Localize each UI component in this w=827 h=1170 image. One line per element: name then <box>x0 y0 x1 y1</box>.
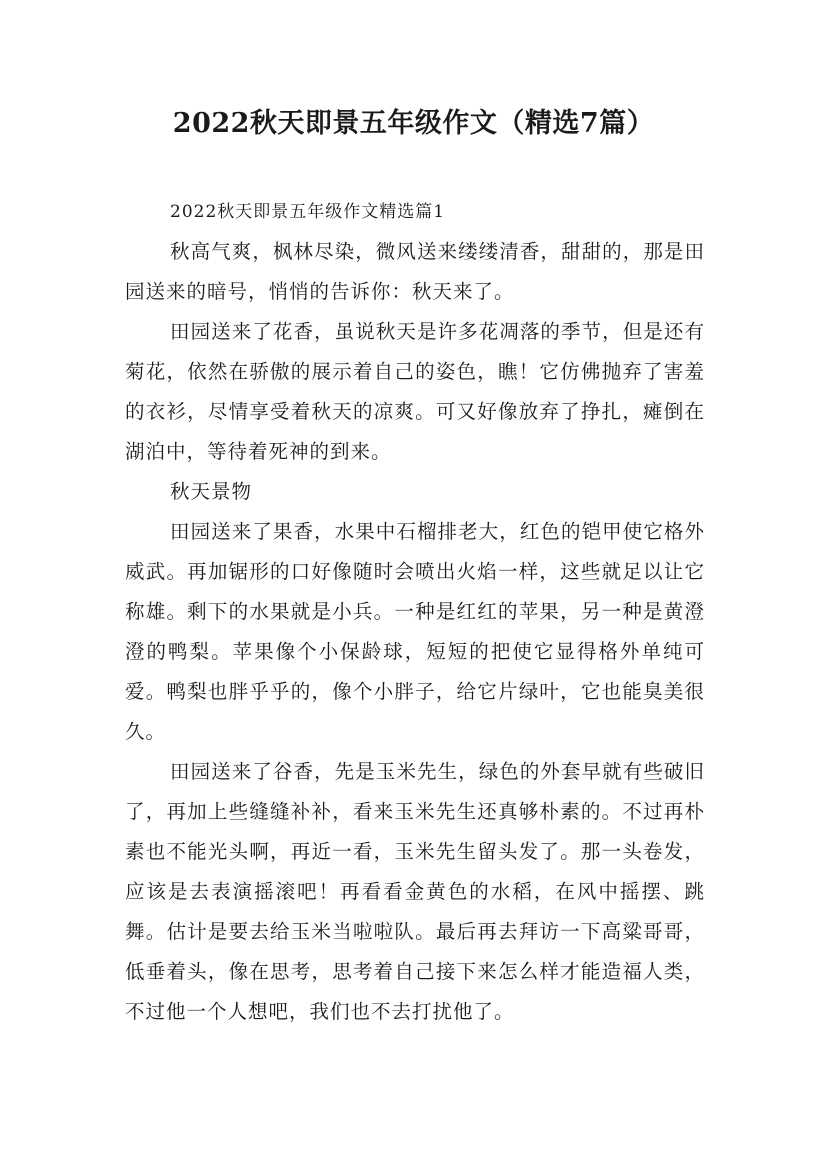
section-heading: 2022秋天即景五年级作文精选篇1 <box>170 202 446 222</box>
paragraph: 秋高气爽，枫林尽染，微风送来缕缕清香，甜甜的，那是田园送来的暗号，悄悄的告诉你：秋天来了。 <box>125 240 705 303</box>
paragraph: 田园送来了花香，虽说秋天是许多花凋落的季节，但是还有菊花，依然在骄傲的展示着自己的姿色，瞧！它仿佛抛弃了害羞的衣衫，尽情享受着秋天的凉爽。可又好像放弃了挣扎，瘫倒在湖泊中，等待着死神的到来。 <box>125 320 705 463</box>
document-body <box>125 192 705 1032</box>
subheading: 秋天景物 <box>170 480 253 503</box>
paragraph: 田园送来了谷香，先是玉米先生，绿色的外套早就有些破旧了，再加上些缝缝补补，看来玉米先生还真够朴素的。不过再朴素也不能光头啊，再近一看，玉米先生留头发了。那一头卷发，应该是去表演摇滚吧！再看看金黄色的水稻，在风中摇摆、跳舞。估计是要去给玉米当啦啦队。最后再去拜访一下高粱哥哥，低垂着头，像在思考，思考着自己接下来怎么样才能造福人类，不过他一个人想吧，我们也不去打扰他了。 <box>125 760 705 1023</box>
paragraph: 田园送来了果香，水果中石榴排老大，红色的铠甲使它格外威武。再加锯形的口好像随时会喷出火焰一样，这些就足以让它称雄。剩下的水果就是小兵。一种是红红的苹果，另一种是黄澄澄的鸭梨。苹果像个小保龄球，短短的把使它显得格外单纯可爱。鸭梨也胖乎乎的，像个小胖子，给它片绿叶，它也能臭美很久。 <box>125 520 705 743</box>
document-title: 2022秋天即景五年级作文（精选7篇） <box>172 108 655 139</box>
